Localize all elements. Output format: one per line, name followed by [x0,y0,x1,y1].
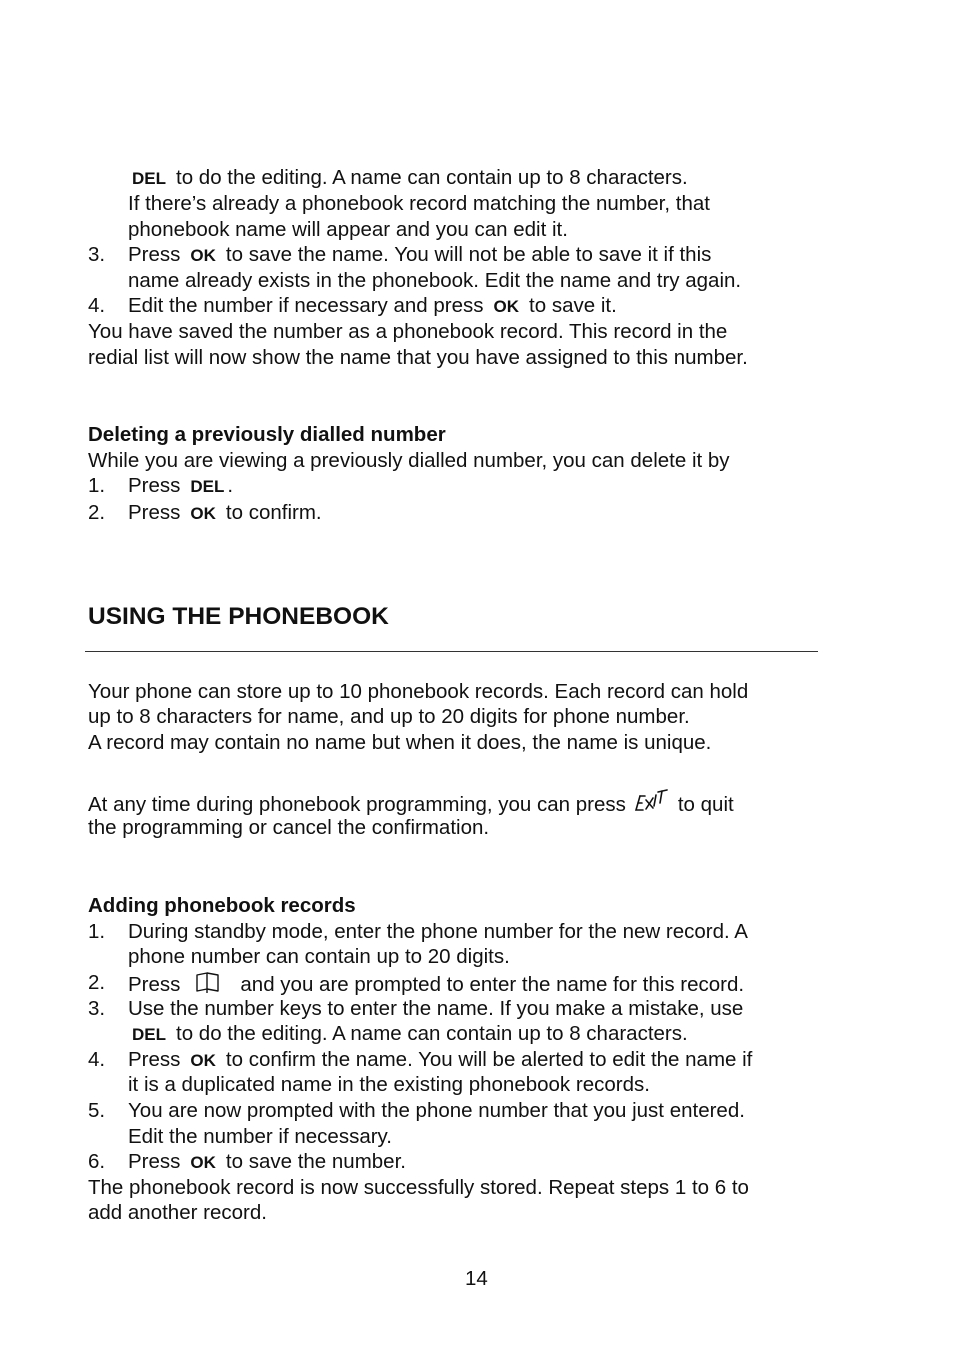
text: Press [128,972,181,996]
text: Edit the number if necessary and press [128,294,484,317]
step-number: 6. [88,1150,106,1173]
step-number: 3. [88,997,106,1020]
step-6-text [128,1149,406,1176]
text: At any time during phonebook programming, you can press [88,792,626,816]
del-key-label: DEL [132,1025,166,1044]
text: . [227,474,234,497]
text-line: You have saved the number as a phonebook record. This record in the [88,320,728,343]
text-line: name already exists in the phonebook. Edit the name and try again. [128,269,742,292]
text-line: add another record. [88,1201,267,1224]
text-line: the programming or cancel the confirmation. [88,816,490,839]
text-line [128,165,688,192]
text: to quit [677,792,734,816]
step-number: 2. [88,501,106,524]
ok-key-label: OK [493,297,520,316]
step-1-text [128,473,233,500]
text-line: Use the number keys to enter the name. If you make a mistake, use [128,997,744,1020]
text-line: phone number can contain up to 20 digits. [128,945,510,968]
step-4-text [128,293,617,320]
text-line: The phonebook record is now successfully stored. Repeat steps 1 to 6 to [88,1176,749,1199]
step-number: 1. [88,920,106,943]
text-line: A record may contain no name but when it does, the name is unique. [88,731,712,754]
ok-key-label: OK [190,504,216,523]
exit-key-icon [634,789,670,822]
del-key-label: DEL [132,169,166,188]
text-line: You are now prompted with the phone number that you just entered. [128,1099,745,1122]
section-heading: Deleting a previously dialled number [88,423,446,446]
text-line: it is a duplicated name in the existing phonebook records. [128,1073,650,1096]
text: to save the number. [225,1150,406,1173]
text-line: up to 8 characters for name, and up to 20 digits for phone number. [88,705,690,728]
text-line: If there’s already a phonebook record matching the number, that [128,192,710,215]
step-3-text [128,242,711,269]
text: to confirm the name. You will be alerted to edit the name if [225,1048,753,1071]
text: to confirm. [225,501,322,524]
step-4-text [128,1047,752,1074]
text: Press [128,1150,181,1173]
page-number: 14 [465,1267,488,1290]
text: Press [128,243,181,266]
divider [85,651,818,652]
text-line [128,1021,688,1048]
del-key-label: DEL [190,477,225,496]
text: and you are prompted to enter the name for this record. [240,972,745,996]
text-line: While you are viewing a previously dialled number, you can delete it by [88,449,730,472]
text: Press [128,1048,181,1071]
text: to do the editing. A name can contain up to 8 characters. [176,166,688,189]
text-line: Edit the number if necessary. [128,1125,392,1148]
text: to save the name. You will not be able to save it if this [225,243,712,266]
page-title: USING THE PHONEBOOK [88,603,389,630]
text: to do the editing. A name can contain up to 8 characters. [176,1022,688,1045]
text-line: phonebook name will appear and you can edit it. [128,218,568,241]
text: Press [128,474,181,497]
section-heading: Adding phonebook records [88,894,356,917]
text-line: During standby mode, enter the phone number for the new record. A [128,920,748,943]
step-number: 1. [88,474,106,497]
ok-key-label: OK [190,1051,216,1070]
text-line: Your phone can store up to 10 phonebook records. Each record can hold [88,680,749,703]
step-number: 4. [88,294,106,317]
step-number: 2. [88,971,106,994]
text: to save it. [529,294,617,317]
step-2-text [128,500,322,527]
step-number: 4. [88,1048,106,1071]
step-number: 3. [88,243,106,266]
text-line: redial list will now show the name that you have assigned to this number. [88,346,748,369]
text: Press [128,501,181,524]
ok-key-label: OK [190,246,216,265]
step-number: 5. [88,1099,106,1122]
ok-key-label: OK [190,1153,216,1172]
